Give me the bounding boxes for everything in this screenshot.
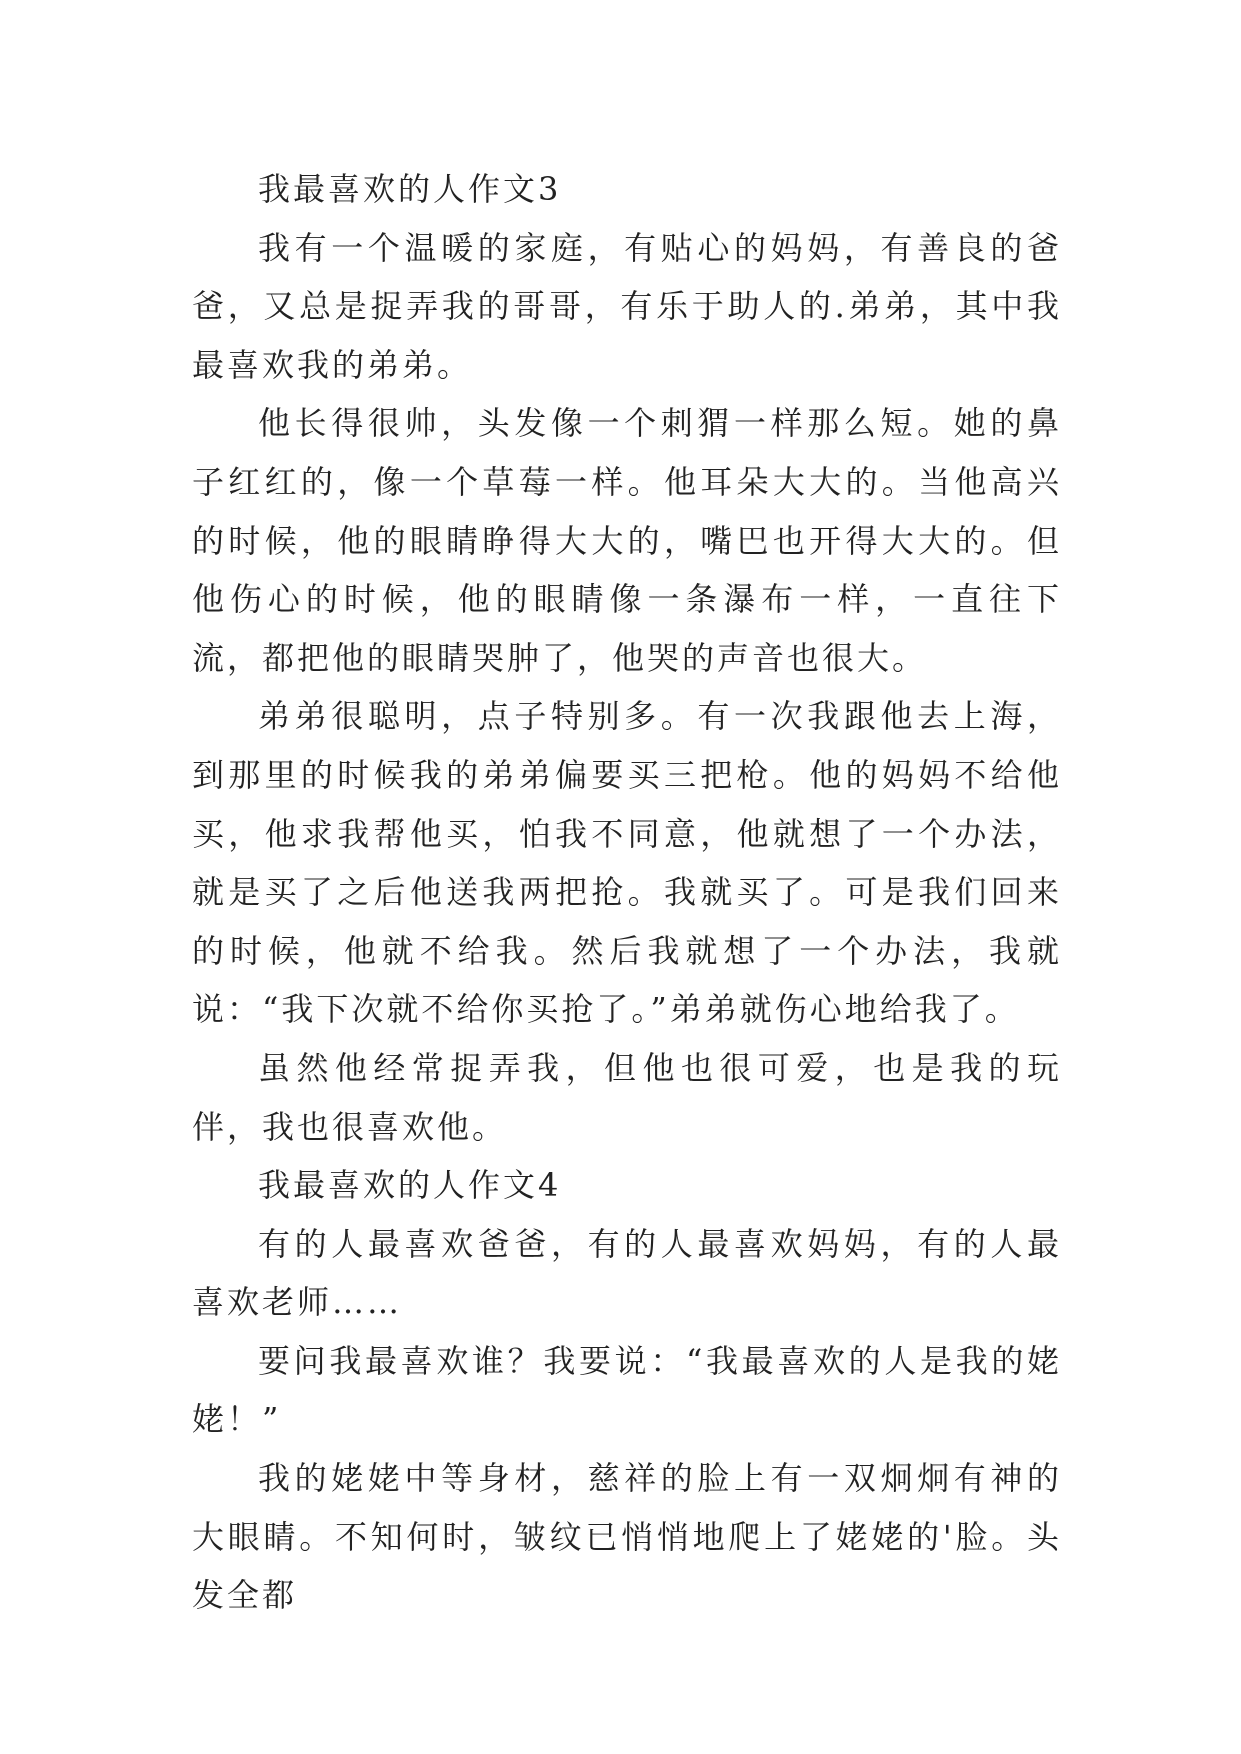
essay-3-heading: 我最喜欢的人作文3 [258,170,562,208]
essay-4-paragraph-3: 我的姥姥中等身材，慈祥的脸上有一双炯炯有神的大眼睛。不知何时，皱纹已悄悄地爬上了姥姥的'脸。头发全都 [192,1459,1062,1615]
document-page [192,160,1062,1625]
essay-3-paragraph-2: 他长得很帅，头发像一个刺猬一样那么短。她的鼻子红红的，像一个草莓一样。他耳朵大大的。当他高兴的时候，他的眼睛睁得大大的，嘴巴也开得大大的。但他伤心的时候，他的眼睛像一条瀑布一样，一直往下流，都把他的眼睛哭肿了，他哭的声音也很大。 [192,404,1062,677]
essay-4-paragraph-2: 要问我最喜欢谁？我要说：“我最喜欢的人是我的姥姥！” [192,1341,1062,1439]
essay-3-paragraph-3: 弟弟很聪明，点子特别多。有一次我跟他去上海，到那里的时候我的弟弟偏要买三把枪。他的妈妈不给他买，他求我帮他买，怕我不同意，他就想了一个办法，就是买了之后他送我两把抢。我就买了。可是我们回来的时候，他就不给我。然后我就想了一个办法，我就说：“我下次就不给你买抢了。”弟弟就伤心地给我了。 [192,697,1062,1029]
essay-3-paragraph-1: 我有一个温暖的家庭，有贴心的妈妈，有善良的爸爸，又总是捉弄我的哥哥，有乐于助人的.弟弟，其中我最喜欢我的弟弟。 [192,228,1062,384]
essay-3-paragraph-4: 虽然他经常捉弄我，但他也很可爱，也是我的玩伴，我也很喜欢他。 [192,1048,1062,1146]
essay-4-heading: 我最喜欢的人作文4 [258,1166,562,1205]
essay-4-paragraph-1: 有的人最喜欢爸爸，有的人最喜欢妈妈，有的人最喜欢老师…… [192,1224,1062,1322]
